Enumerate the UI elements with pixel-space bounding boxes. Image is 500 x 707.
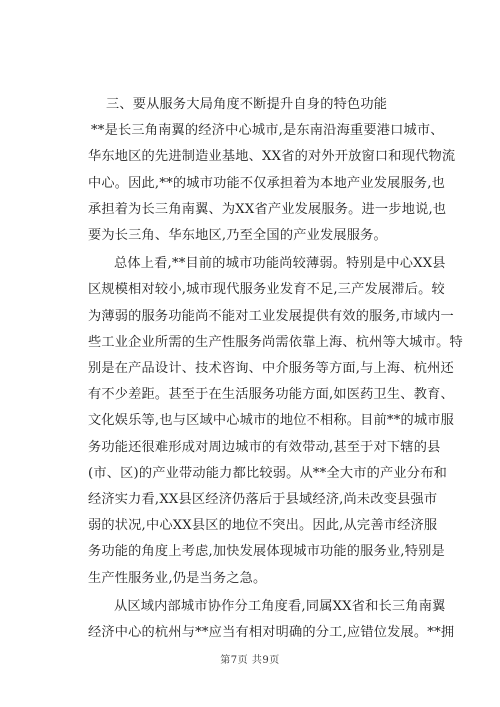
paragraph-1-line-4: 承担着为长三角南翼、为XX省产业发展服务。进一步地说,也 — [88, 201, 447, 217]
paragraph-2-line-13: 生产性服务业,仍是当务之急。 — [88, 570, 267, 586]
paragraph-2-line-2: 区规模相对较小,城市现代服务业发育不足,三产发展滞后。较 — [88, 282, 445, 298]
paragraph-1-line-5: 要为长三角、华东地区,乃至全国的产业发展服务。 — [88, 228, 387, 244]
paragraph-1-line-1: **是长三角南翼的经济中心城市,是东南沿海重要港口城市、 — [91, 123, 444, 139]
paragraph-3 — [88, 594, 455, 646]
document-body — [88, 92, 463, 646]
paragraph-2-line-12: 务功能的角度上考虑,加快发展体现城市功能的服务业,特别是 — [88, 544, 445, 560]
paragraph-2-line-9: (市、区)的产业带动能力都比较弱。从**全大市的产业分布和 — [88, 465, 447, 481]
paragraph-1 — [88, 118, 456, 249]
paragraph-2-line-1: 总体上看,**目前的城市功能尚较薄弱。特别是中心XX县 — [114, 256, 446, 272]
heading-text: 三、要从服务大局角度不断提升自身的特色功能 — [106, 97, 388, 112]
paragraph-2-line-10: 经济实力看,XX县区经济仍落后于县域经济,尚未改变县强市 — [88, 492, 438, 508]
paragraph-3-line-2: 经济中心的杭州与**应当有相对明确的分工,应错位发展。**拥 — [88, 625, 455, 641]
paragraph-2-line-11: 弱的状况,中心XX县区的地位不突出。因此,从完善市经济服 — [88, 518, 438, 534]
paragraph-1-line-3: 中心。因此,**的城市功能不仅承担着为本地产业发展服务,也 — [88, 175, 446, 191]
paragraph-2-line-5: 别是在产品设计、技术咨询、中介服务等方面,与上海、杭州还 — [88, 361, 454, 377]
paragraph-1-line-2: 华东地区的先进制造业基地、XX省的对外开放窗口和现代物流 — [88, 149, 456, 165]
paragraph-2-line-4: 些工业企业所需的生产性服务尚需依靠上海、杭州等大城市。特 — [88, 334, 463, 350]
paragraph-3-line-1: 从区域内部城市协作分工角度看,同属XX省和长三角南翼 — [114, 598, 446, 614]
page-footer: 第7页 共9页 — [220, 655, 280, 666]
paragraph-2-line-6: 有不少差距。甚至于在生活服务功能方面,如医药卫生、教育、 — [88, 387, 454, 403]
paragraph-2-line-7: 文化娱乐等,也与区域中心城市的地位不相称。目前**的城市服 — [88, 413, 455, 429]
paragraph-2-line-3: 为薄弱的服务功能尚不能对工业发展提供有效的服务,市域内一 — [88, 308, 454, 324]
section-heading — [88, 92, 450, 118]
paragraph-2 — [88, 251, 463, 592]
paragraph-2-line-8: 务功能还很难形成对周边城市的有效带动,甚至于对下辖的县 — [88, 439, 441, 455]
